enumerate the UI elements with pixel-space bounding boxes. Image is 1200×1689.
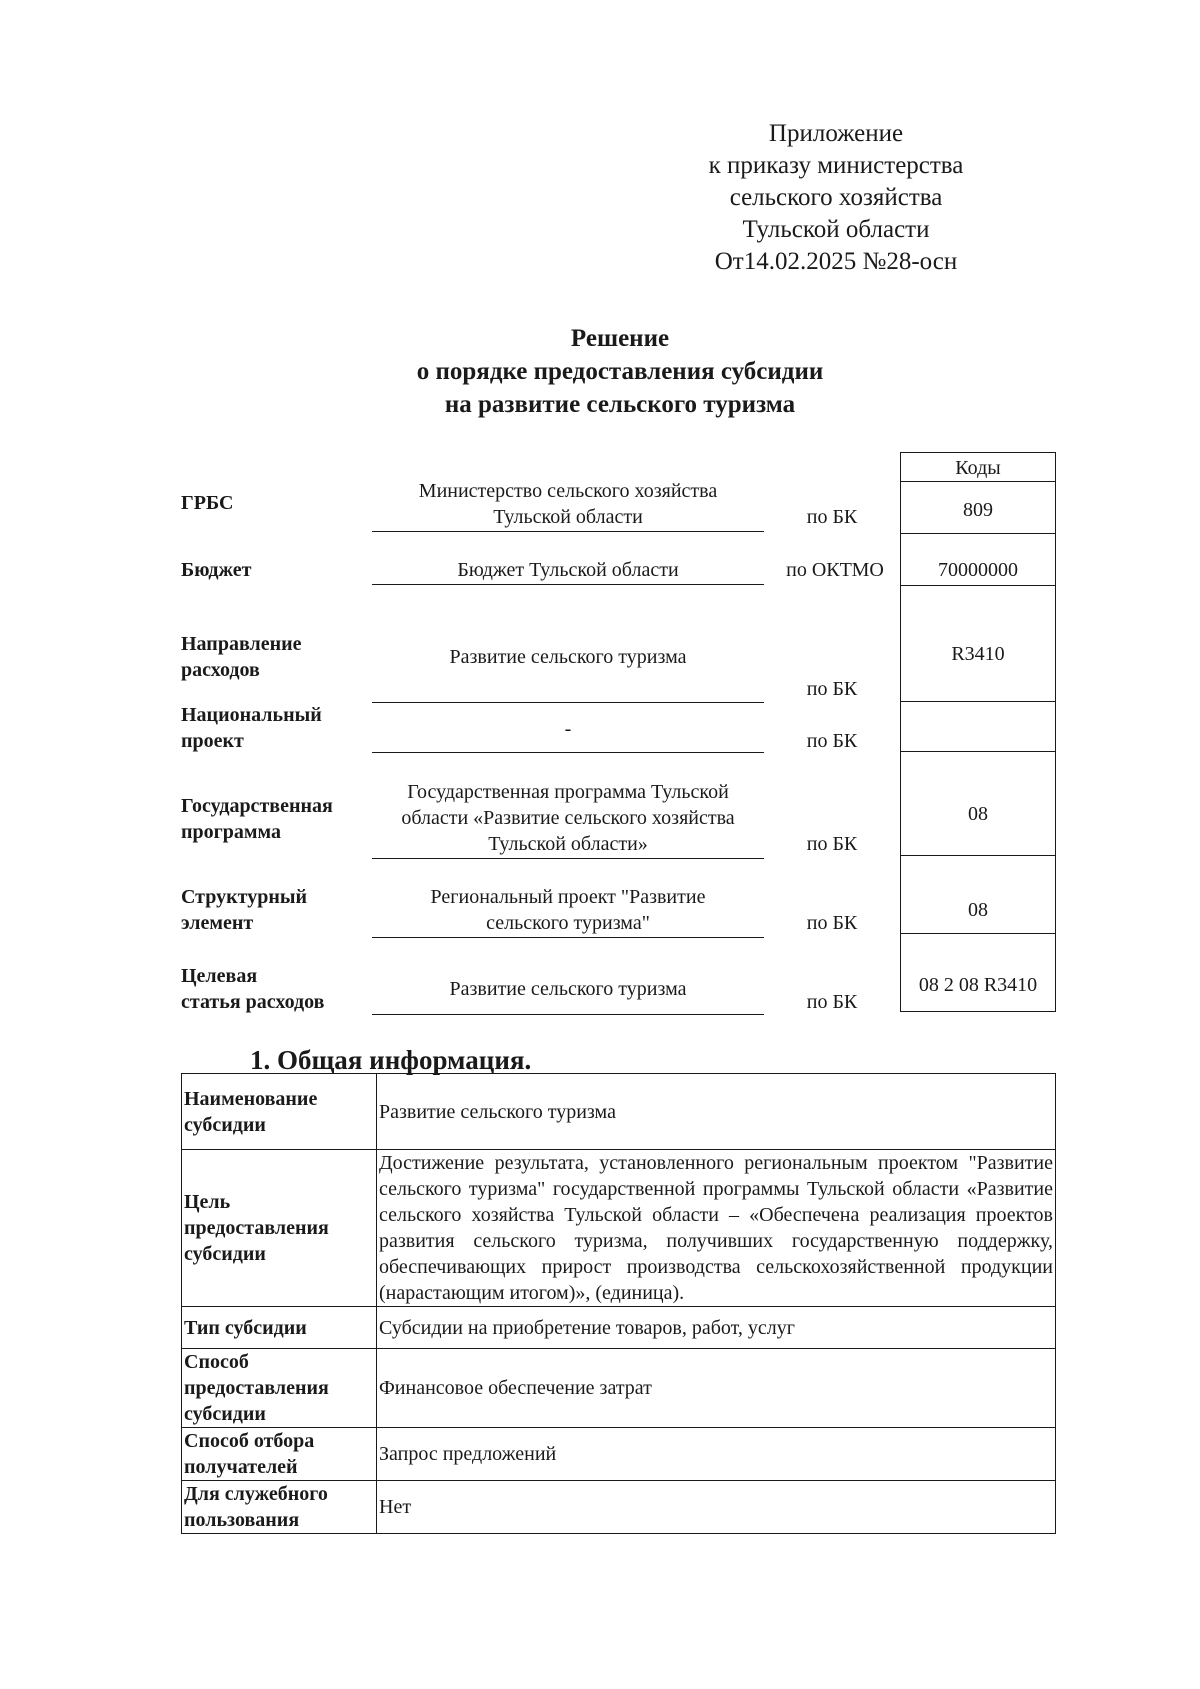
value-expense-direction: Развитие сельского туризма [449,646,687,668]
label-structural-element-2: элемент [181,912,254,934]
value-state-program-line-2: области «Развитие сельского хозяйства [401,807,735,829]
general-info-table [181,1073,1056,1534]
title-line-3: на развитие сельского туризма [444,391,796,418]
value-grbs-line-1: Министерство сельского хозяйства [418,480,718,502]
row-value-subsidy-type: Субсидии на приобретение товаров, работ, услуг [377,1307,1056,1349]
value-grbs-line-2: Тульской области [493,506,643,528]
value-national-project: - [564,718,572,740]
label-structural-element-1: Структурный [181,886,307,908]
code-type-national-project: по БК [806,730,858,752]
label-expense-direction-1: Направление [181,633,302,655]
label-budget: Бюджет [181,559,252,581]
value-target-item: Развитие сельского туризма [449,978,687,1000]
annex-line-3: сельского хозяйства [729,184,943,211]
label-target-item-1: Целевая [181,965,258,987]
title-line-1: Решение [570,325,670,352]
annex-block [620,118,1052,278]
row-value-selection-method: Запрос предложений [377,1428,1056,1481]
code-type-state-program: по БК [806,833,858,855]
row-value-official-use: Нет [377,1481,1056,1534]
row-value-subsidy-name: Развитие сельского туризма [377,1074,1056,1150]
code-type-grbs: по БК [806,506,858,528]
row-key-subsidy-type: Тип субсидии [182,1307,377,1349]
annex-line-2: к приказу министерства [708,152,964,179]
table-row [182,1349,1056,1428]
section-1-title: 1. Общая информация. [250,1045,532,1075]
value-structural-element-line-2: сельского туризма" [486,912,650,934]
code-structural-element: 08 [968,899,988,921]
value-state-program-line-1: Государственная программа Тульской [407,781,729,803]
label-state-program-2: программа [181,821,281,843]
label-national-project-2: проект [181,730,244,752]
row-key-selection-method: Способ отбора получателей [182,1428,377,1481]
code-budget: 70000000 [938,559,1018,581]
annex-date-number: От14.02.2025 №28-осн [714,248,958,275]
table-row [182,1428,1056,1481]
row-key-purpose: Цель предоставления субсидии [182,1150,377,1307]
table-row [182,1307,1056,1349]
document-title [300,322,940,421]
table-row [182,1150,1056,1307]
label-national-project-1: Национальный [181,704,322,726]
value-budget: Бюджет Тульской области [457,559,679,581]
value-structural-element-line-1: Региональный проект "Развитие [430,886,706,908]
label-state-program-1: Государственная [181,795,333,817]
label-target-item-2: статья расходов [181,991,325,1013]
title-line-2: о порядке предоставления субсидии [416,358,824,385]
code-state-program: 08 [968,803,988,825]
codes-header: Коды [955,457,1001,479]
table-row [182,1481,1056,1534]
row-value-provision-method: Финансовое обеспечение затрат [377,1349,1056,1428]
annex-line-4: Тульской области [742,216,930,243]
code-grbs: 809 [963,499,993,521]
row-key-provision-method: Способ предоставления субсидии [182,1349,377,1428]
code-target-item: 08 2 08 R3410 [918,974,1038,996]
table-row [182,1074,1056,1150]
code-type-target-item: по БК [806,991,858,1013]
row-key-subsidy-name: Наименование субсидии [182,1074,377,1150]
row-key-official-use: Для служебного пользования [182,1481,377,1534]
code-type-structural-element: по БК [806,912,858,934]
label-expense-direction-2: расходов [181,659,260,681]
code-type-expense-direction: по БК [806,678,858,700]
code-type-budget: по ОКТМО [786,559,884,581]
annex-line-1: Приложение [768,120,904,147]
code-expense-direction: R3410 [951,643,1005,665]
label-grbs: ГРБС [181,492,234,514]
value-state-program-line-3: Тульской области» [488,833,648,855]
row-value-purpose: Достижение результата, установленного региональным проектом "Развитие сельского туризма" государственной программы Тульской области «Развитие сельского хозяйства Тульской области – «Обеспечена реализация проектов развития сельского туризма, получивших государственную поддержку, обеспечивающих прирост производства сельскохозяйственной продукции (нарастающим итогом)», (единица). [377,1150,1056,1307]
codes-box [900,452,1056,1012]
